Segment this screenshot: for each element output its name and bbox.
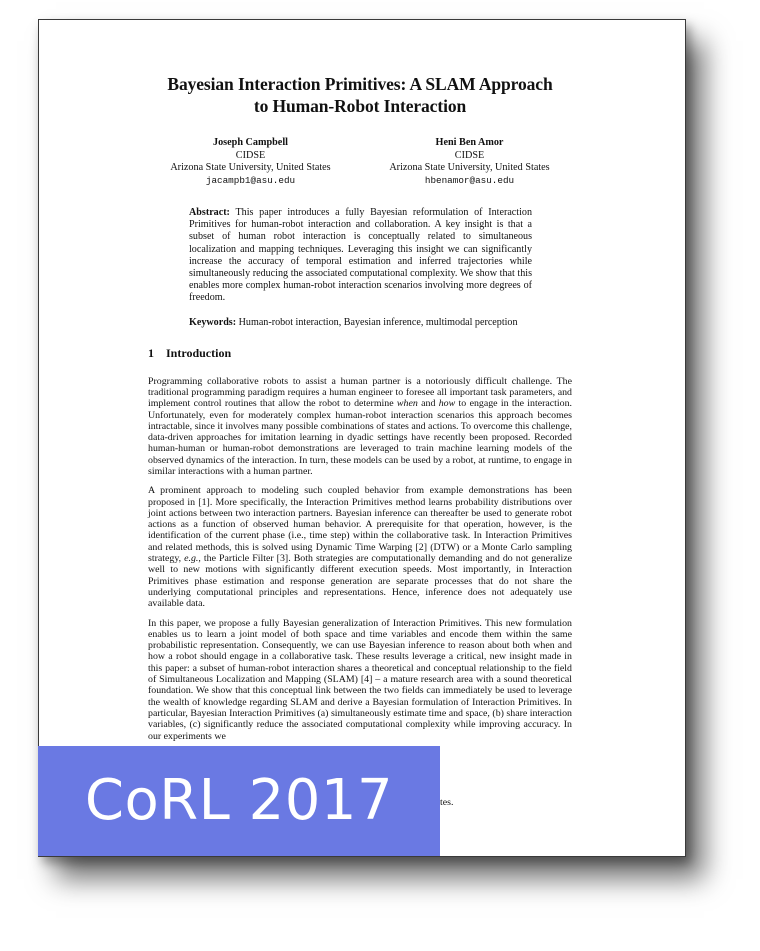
author-email: jacampb1@asu.edu	[205, 174, 296, 186]
author-name: Joseph Campbell	[212, 137, 288, 148]
keywords-label: Keywords:	[189, 316, 237, 328]
author-email: hbenamor@asu.edu	[424, 174, 515, 186]
paragraph-text: In this paper, we propose a fully Bayesian generalization of Interaction Primitives. This new formulation enables us to learn a joint model of both space and time variables and encode them within the same probabilistic representation. Consequently, we can use Bayesian inference to reason about both when and how a robot should engage in a collaborative task. These results leverage a critical, new insight made in this paper: a subset of human-robot interaction shares a theoretical and conceptual relationship to the field of Simultaneous Localization and Mapping (SLAM) [4] – a mature research area with a sound theoretical foundation. We show that this conceptual link between the two fields can immediately be used to leverage the wealth of knowledge regarding SLAM and derive a Bayesian formulation of Interaction Primitives. In particular, Bayesian Interaction Primitives (a) simultaneously estimate time and space, (b) share interaction variables, (c) significantly reduce the associated computational complexity while improving accuracy. In our experiments we	[148, 617, 572, 742]
conference-banner	[38, 746, 440, 856]
paragraph-2	[148, 485, 572, 609]
abstract-text: This paper introduces a fully Bayesian reformulation of Interaction Primitives for human-robot interaction and collaboration. A key insight is that a subset of human robot interaction is conceptually related to simultaneous localization and mapping techniques. Leveraging this insight we can significantly increase the accuracy of temporal estimation and inferred trajectories while simultaneously reducing the associated computational complexity. We show that this enables more complex human-robot interaction scenarios involving more degrees of freedom.	[189, 207, 532, 304]
paragraph-1	[148, 376, 572, 478]
author-name: Heni Ben Amor	[435, 137, 504, 148]
section-heading	[148, 346, 572, 360]
author-dept: CIDSE	[454, 149, 485, 161]
trailing-text: tes.	[440, 797, 454, 808]
emphasis-eg: e.g.	[184, 553, 199, 565]
keywords-text: Human-robot interaction, Bayesian inference, multimodal perception	[238, 316, 518, 328]
author-affiliation: Arizona State University, United States	[389, 162, 550, 173]
emphasis-how: how	[438, 398, 456, 410]
author-1	[148, 137, 353, 187]
abstract-label: Abstract:	[189, 207, 230, 218]
section-number: 1	[148, 345, 154, 360]
paper-content	[148, 73, 572, 742]
paragraph-text: , the Particle Filter [3]. Both strategies are computationally demanding and do not generalize well to new motions with significantly different execution speeds. Most importantly, in Interaction Primitives phase estimation and response generation are separate processes that do not share the underlying computational principles and representations. Hence, inference does not adequately use available data.	[148, 553, 572, 610]
author-dept: CIDSE	[235, 149, 266, 161]
paper-page	[38, 19, 686, 857]
paragraph-text: A prominent approach to modeling such coupled behavior from example demonstrations has been proposed in [1]. More specifically, the Interaction Primitives method learns probability distributions over joint actions between two interaction partners. Bayesian inference can thereafter be used to generate robot actions as a function of observed human behavior. A prerequisite for that operation, however, is the identification of the current phase (i.e., time step) within the collaborative task. In Interaction Primitives and related methods, this is solved using Dynamic Time Warping [2] (DTW) or a Monte Carlo sampling strategy,	[148, 485, 572, 565]
paragraph-text: to engage in the interaction. Unfortunately, even for moderately complex human-robot interaction scenarios this approach becomes intractable, since it involves many possible combinations of states and actions. To overcome this challenge, data-driven approaches for imitation learning in dyadic settings have recently been proposed. Recorded human-human or human-robot demonstrations are leveraged to train machine learning models of the observed dynamics of the interaction. In turn, these models can be used by a robot, at runtime, to engage in similar interactions with a human partner.	[148, 398, 572, 477]
paragraph-text: Programming collaborative robots to assist a human partner is a notoriously difficult challenge. The traditional programming paradigm requires a human engineer to foresee all important task parameters, and implement control routines that allow the robot to determine	[148, 375, 572, 410]
section-title: Introduction	[166, 345, 232, 360]
title-line-1: Bayesian Interaction Primitives: A SLAM Approach	[167, 74, 553, 94]
author-2	[367, 137, 572, 187]
paragraph-text: and	[417, 398, 439, 410]
paragraph-3	[148, 618, 572, 742]
title-line-2: to Human-Robot Interaction	[253, 96, 467, 116]
paper-title	[148, 73, 572, 117]
keywords	[148, 317, 572, 329]
emphasis-when: when	[396, 398, 418, 410]
conference-label: CoRL 2017	[84, 768, 394, 833]
author-block	[148, 137, 572, 187]
abstract	[148, 207, 536, 305]
author-affiliation: Arizona State University, United States	[170, 162, 331, 173]
